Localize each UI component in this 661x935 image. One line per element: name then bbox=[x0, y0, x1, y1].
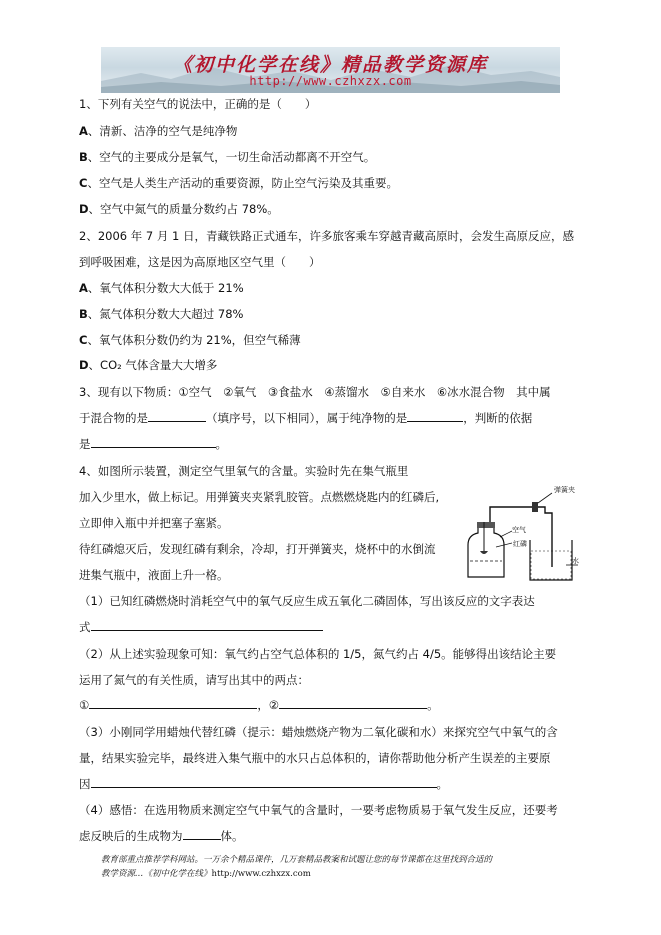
q4-p2-line3 bbox=[79, 697, 439, 713]
q4-text: ，② bbox=[257, 698, 280, 712]
answer-blank[interactable] bbox=[91, 619, 323, 631]
q1-option-d bbox=[79, 201, 279, 217]
q3-text: 是 bbox=[79, 437, 91, 451]
q2-option-d bbox=[79, 357, 217, 373]
q4-intro4: 待红磷熄灭后，发现红磷有剩余，冷却，打开弹簧夹，烧杯中的水倒流 bbox=[79, 542, 436, 556]
option-text: 、氧气体积分数大大低于 21% bbox=[87, 281, 244, 295]
q3-line3 bbox=[79, 436, 227, 452]
footer-text: 教学资源…《初中化学在线》 bbox=[101, 869, 212, 879]
answer-blank[interactable] bbox=[279, 697, 427, 709]
q2-stem-line2: 到呼吸困难，这是因为高原地区空气里（ ） bbox=[79, 255, 321, 269]
option-letter: C bbox=[79, 333, 88, 347]
q1-option-c bbox=[79, 175, 398, 191]
option-text: 、氧气体积分数仍约为 21%，但空气稀薄 bbox=[87, 333, 301, 347]
answer-blank[interactable] bbox=[407, 410, 463, 422]
q4-text: 。 bbox=[427, 698, 439, 712]
footer-note bbox=[101, 853, 571, 881]
q1-stem: 1、下列有关空气的说法中，正确的是（ ） bbox=[79, 97, 317, 111]
option-letter: B bbox=[79, 307, 88, 321]
option-letter: D bbox=[79, 358, 89, 372]
q3-text: 。 bbox=[215, 437, 227, 451]
q4-p1-line2 bbox=[79, 619, 323, 635]
footer-line1: 教育部重点推荐学科网站。一万余个精品课件，几万套精品教案和试题让您的每节课都在这里找到合适的 bbox=[101, 855, 493, 865]
answer-blank[interactable] bbox=[89, 697, 257, 709]
q3-text: 于混合物的是 bbox=[79, 411, 148, 425]
answer-blank[interactable] bbox=[91, 436, 216, 448]
beaker-shape bbox=[530, 540, 572, 580]
q4-intro1: 4、如图所示装置，测定空气里氧气的含量。实验时先在集气瓶里 bbox=[79, 464, 409, 478]
q3-text: ，判断的依据 bbox=[463, 411, 533, 425]
banner-title: 《初中化学在线》精品教学资源库 bbox=[172, 54, 488, 76]
q2-option-c bbox=[79, 332, 301, 348]
label-spring-clip: 弹簧夹 bbox=[554, 486, 575, 494]
q4-p3-line3 bbox=[79, 776, 448, 792]
answer-blank[interactable] bbox=[183, 828, 221, 840]
spring-clip-shape bbox=[532, 502, 538, 512]
q4-text: ① bbox=[79, 698, 90, 712]
q1-option-b bbox=[79, 149, 375, 165]
q4-p1-line1: （1）已知红磷燃烧时消耗空气中的氧气反应生成五氧化二磷固体，写出该反应的文字表达 bbox=[79, 594, 535, 608]
q4-p3-line1: （3）小刚同学用蜡烛代替红磷（提示：蜡烛燃烧产物为二氧化碳和水）来探究空气中氧气的含 bbox=[79, 725, 558, 739]
option-letter: C bbox=[79, 176, 88, 190]
option-text: 、清新、洁净的空气是纯净物 bbox=[87, 124, 238, 138]
label-water: 水 bbox=[572, 557, 579, 565]
q4-text: 虑反映后的生成物为 bbox=[79, 829, 183, 843]
option-text: 、空气的主要成分是氧气，一切生命活动都离不开空气。 bbox=[87, 150, 376, 164]
stopper-shape bbox=[477, 522, 495, 528]
option-text: 、氮气体积分数大大超过 78% bbox=[87, 307, 244, 321]
q4-intro2: 加入少里水，做上标记。用弹簧夹夹紧乳胶管。点燃燃烧匙内的红磷后, bbox=[79, 490, 440, 504]
q4-text: 体。 bbox=[220, 829, 244, 843]
option-letter: A bbox=[79, 124, 88, 138]
q3-line1: 3、现有以下物质：①空气 ②氧气 ③食盐水 ④蒸馏水 ⑤自来水 ⑥冰水混合物 其中属 bbox=[79, 385, 551, 399]
banner-url[interactable]: http://www.czhxzx.com bbox=[249, 74, 412, 88]
q4-p2-line2: 运用了氮气的有关性质，请写出其中的两点： bbox=[79, 673, 309, 687]
q2-stem-line1: 2、2006 年 7 月 1 日，青藏铁路正式通车，许多旅客乘车穿越青藏高原时，会发生高原反应，感 bbox=[79, 229, 574, 243]
q4-p4-line2 bbox=[79, 828, 244, 844]
q4-intro3: 立即伸入瓶中并把塞子塞紧。 bbox=[79, 516, 229, 530]
label-air: 空气 bbox=[512, 526, 526, 534]
option-text: 、空气中氮气的质量分数约占 78%。 bbox=[88, 202, 279, 216]
footer-line2 bbox=[101, 867, 571, 881]
q3-line2 bbox=[79, 410, 532, 426]
q4-text: 因 bbox=[79, 777, 91, 791]
q4-intro5: 进集气瓶中，液面上升一格。 bbox=[79, 568, 229, 582]
q4-p2-line1: （2）从上述实验现象可知：氧气约占空气总体积的 1/5，氮气约占 4/5。能够得出该结论主要 bbox=[79, 647, 557, 661]
option-letter: A bbox=[79, 281, 88, 295]
footer-link[interactable]: http://www.czhxzx.com bbox=[211, 869, 311, 879]
answer-blank[interactable] bbox=[148, 410, 206, 422]
q3-text: （填序号，以下相同），属于纯净物的是 bbox=[206, 411, 408, 425]
label-phosphorus: 红磷 bbox=[513, 540, 527, 548]
q2-option-a bbox=[79, 280, 244, 296]
answer-blank[interactable] bbox=[91, 776, 437, 788]
q1-option-a bbox=[79, 123, 237, 139]
apparatus-diagram bbox=[460, 485, 582, 583]
q4-p3-line2: 量，结果实验完毕，最终进入集气瓶中的水只占总体积的，请你帮助他分析产生误差的主要原 bbox=[79, 751, 551, 765]
q2-option-b bbox=[79, 306, 243, 322]
q4-text: 。 bbox=[436, 777, 448, 791]
option-letter: B bbox=[79, 150, 88, 164]
q4-text: 式 bbox=[79, 620, 91, 634]
header-banner bbox=[101, 47, 560, 93]
option-text: 、空气是人类生产活动的重要资源，防止空气污染及其重要。 bbox=[87, 176, 398, 190]
q4-p4-line1: （4）感悟：在选用物质来测定空气中氧气的含量时，一要考虑物质易于氧气发生反应，还要考 bbox=[79, 803, 558, 817]
option-letter: D bbox=[79, 202, 89, 216]
option-text: 、CO₂ 气体含量大大增多 bbox=[88, 358, 218, 372]
